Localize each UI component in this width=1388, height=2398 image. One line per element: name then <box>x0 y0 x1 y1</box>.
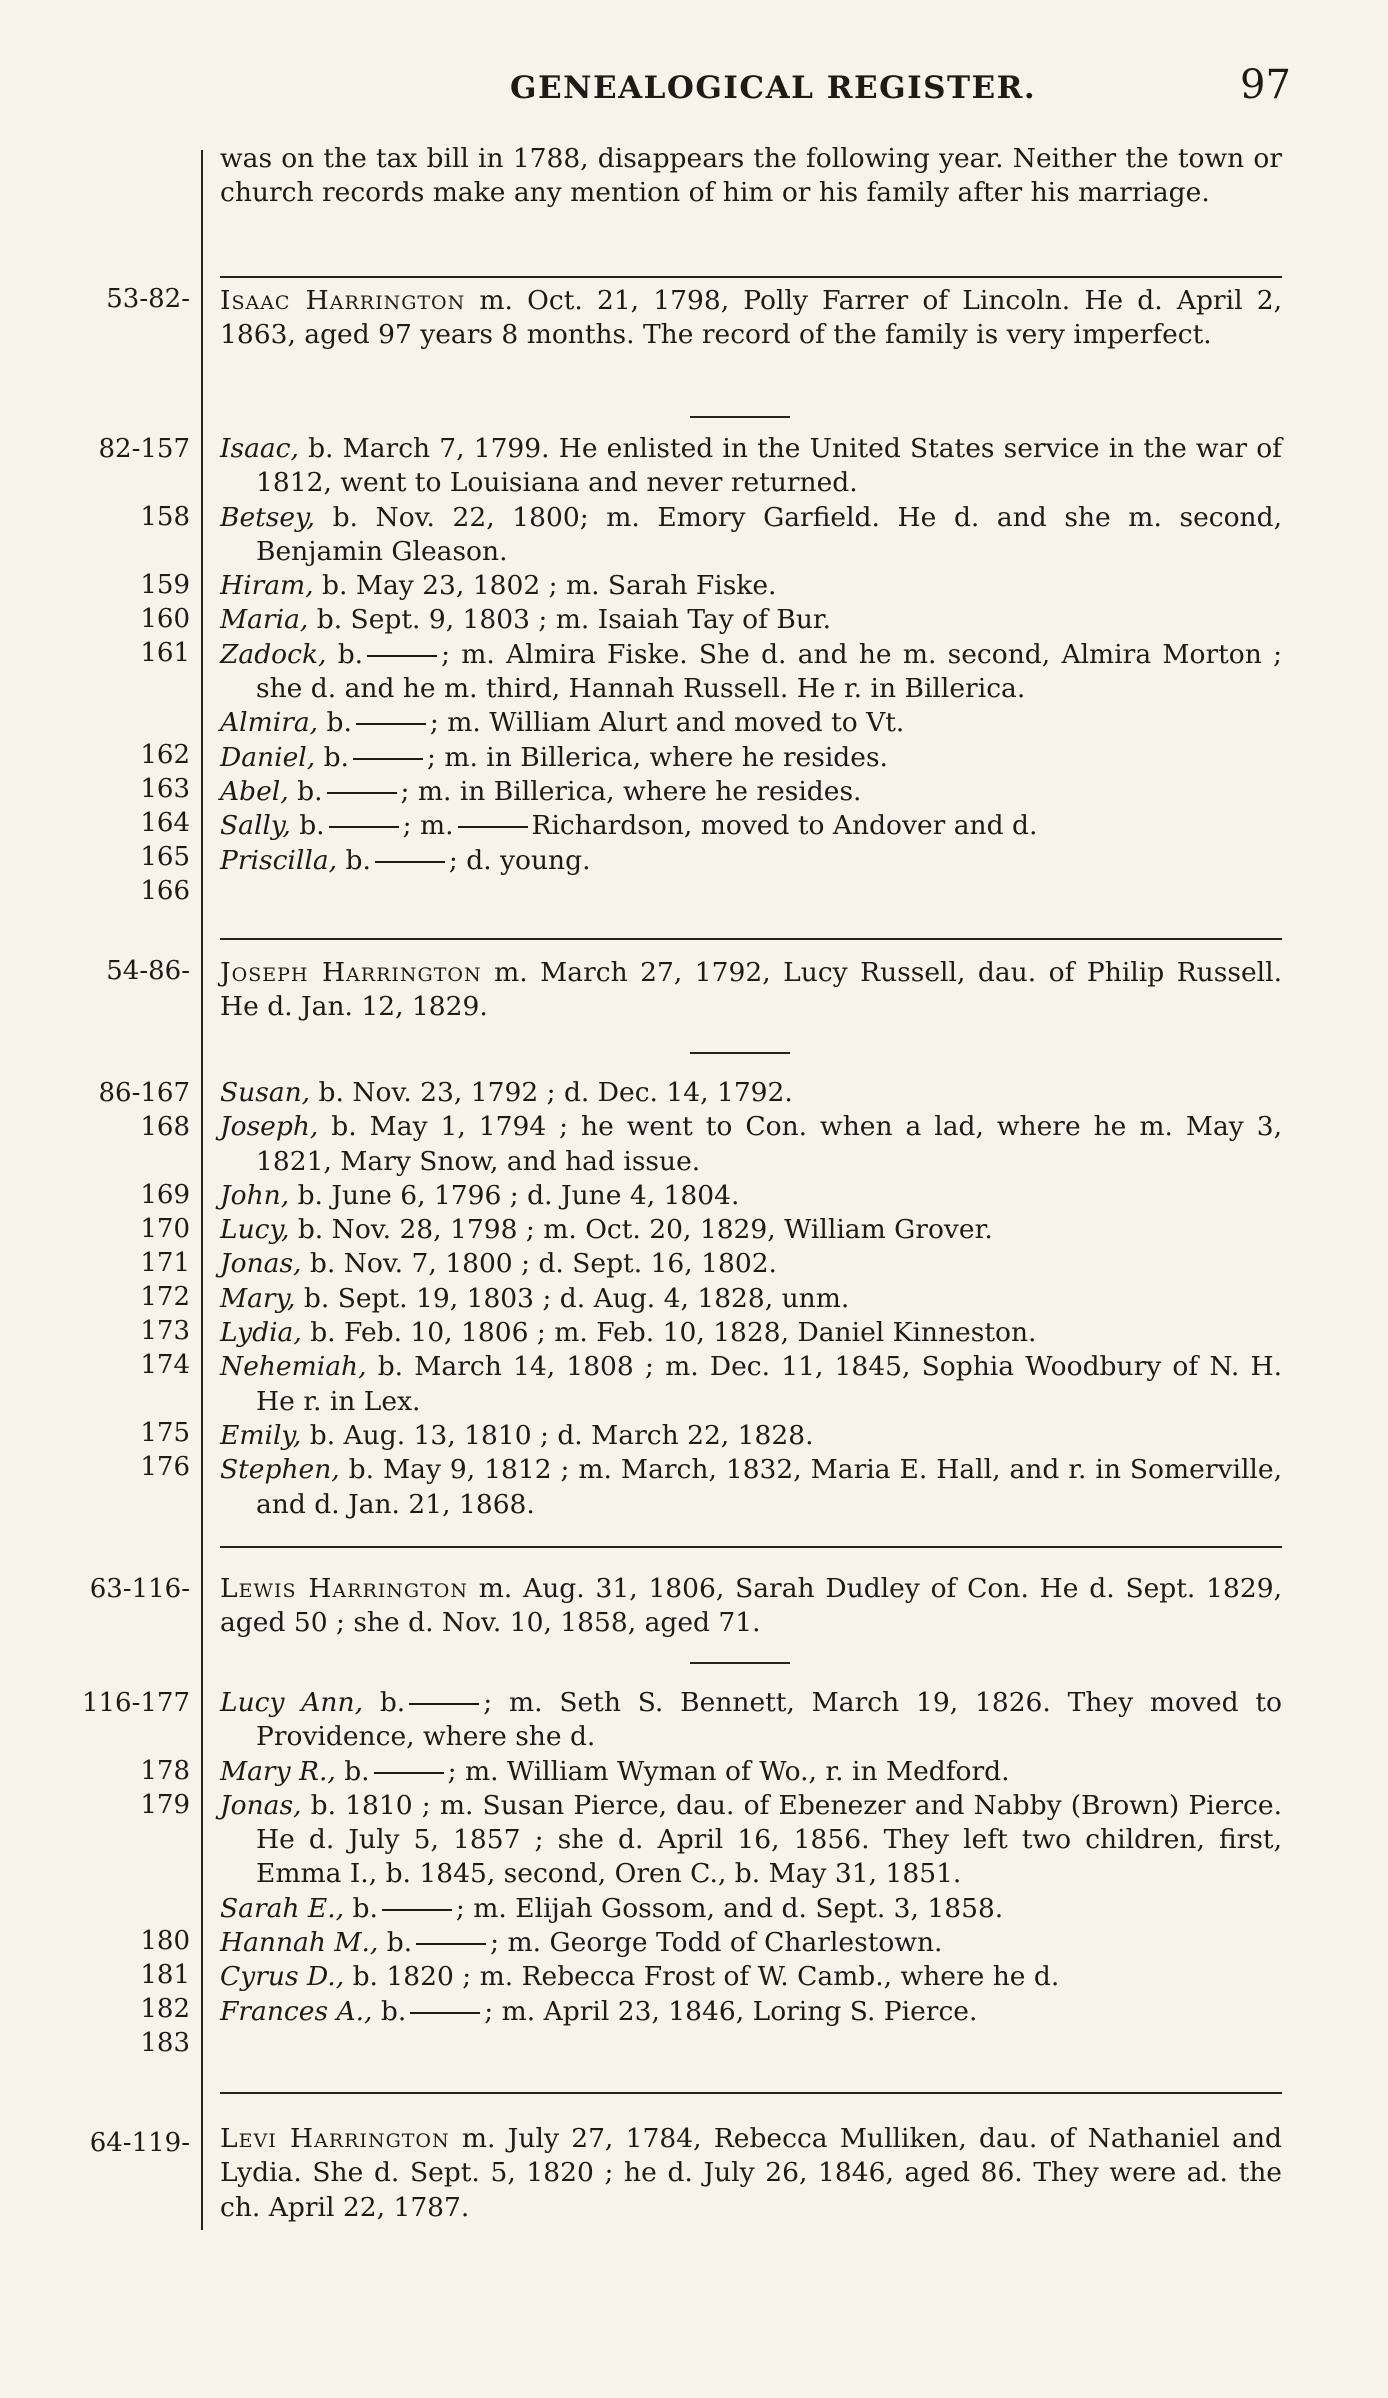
list-item: Mary R., b. ; m. William Wyman of Wo., r. in Medford. <box>220 1755 1010 1787</box>
children-list <box>220 1076 1282 1522</box>
blank-dash <box>409 1703 479 1705</box>
family-head-paragraph: Levi Harrington m. July 27, 1784, Rebecca Mulliken, dau. of Nathaniel and Lydia. She d. Sept. 5, 1820 ; he d. July 26, 1846, aged 86. They were ad. the ch. April 22, 1787. <box>220 2123 1282 2223</box>
list-item: Betsey, b. Nov. 22, 1800; m. Emory Garfield. He d. and she m. second, Benjamin Gleason. <box>220 501 1282 567</box>
list-item: John, b. June 6, 1796 ; d. June 4, 1804. <box>220 1179 740 1211</box>
head-name: Lewis Harrington <box>220 1573 468 1604</box>
page-number: 97 <box>1240 62 1291 108</box>
short-rule <box>690 416 790 418</box>
list-item: Abel, b. ; m. in Billerica, where he resides. <box>220 775 862 807</box>
list-item: Jonas, b. Nov. 7, 1800 ; d. Sept. 16, 1802. <box>220 1248 777 1280</box>
blank-dash <box>375 861 445 863</box>
blank-dash <box>458 826 528 828</box>
head-name: Levi Harrington <box>220 2123 450 2154</box>
blank-dash <box>356 723 426 725</box>
blank-dash <box>382 1909 452 1911</box>
column-rule <box>201 150 203 2230</box>
family-head <box>220 1572 1282 1641</box>
intro-paragraph: was on the tax bill in 1788, disappears the following year. Neither the town or church records make any mention of him or his family after his marriage. <box>220 143 1282 209</box>
family-head <box>220 956 1282 1025</box>
family-head <box>220 284 1282 353</box>
list-item: Zadock, b. ; m. Almira Fiske. She d. and he m. second, Almira Morton ; she d. and he m. third, Hannah Russell. He r. in Billerica. <box>220 638 1282 705</box>
list-item: Joseph, b. May 1, 1794 ; he went to Con. when a lad, where he m. May 3, 1821, Mary Snow, and had issue. <box>220 1111 1282 1177</box>
children-list <box>220 432 1282 878</box>
list-item: Sarah E., b. ; m. Elijah Gossom, and d. Sept. 3, 1858. <box>220 1892 1004 1924</box>
list-item: Almira, b. ; m. William Alurt and moved to Vt. <box>220 707 905 739</box>
list-item: Mary, b. Sept. 19, 1803 ; d. Aug. 4, 1828, unm. <box>220 1282 850 1314</box>
list-item: Hiram, b. May 23, 1802 ; m. Sarah Fiske. <box>220 570 777 602</box>
blank-dash <box>374 1772 444 1774</box>
book-page: GENEALOGICAL REGISTER. 97 was on the tax bill in 1788, disappears the following year. Neither the town or church records make any mention of him or his family after his marriage. 53-82- Isaac Harrington m. Oct. 21, 1798, Polly Farrer of Lincoln. He d. April 2, 1863, aged 97 years 8 months. The record of the family is very imperfect. 82-157 158 159 160 161 162 163 164 165 166 Isaac, b. March 7, 1799. He enlisted in the United States service in the war of 1812, went to Louisiana and never returned. Betsey, b. Nov. 22, 1800; m. Emory Garfield. He d. and she m. second, Benjamin Gleason. Hiram, b. May 23, 1802 ; m. Sarah Fiske. Maria, b. Sept. 9, 1803 ; m. Isaiah Tay of Bur. Zadock, b. ; m. Almira Fiske. She d. and he m. second, Almira Morton ; she d. and he m. third, Hannah Russell. He r. in Billerica. Almira, b. ; m. William Alurt and moved to Vt. Daniel, b. ; m. in Billerica, where he resides. Abel, b. ; m. in Billerica, where he resides. Sally, b. ; m. Richardson, moved to Andover and d. Priscilla, b. ; d. young. 54-86- Joseph Harrington m. March 27, 1792, Lucy Russell, dau. of Philip Russell. He d. Jan. 12, 1829. 86-167 168 169 170 171 172 173 174 175 176 Susan, b. Nov. 23, 1792 ; d. Dec. 14, 1792. Joseph, b. May 1, 1794 ; he went to Con. when a lad, where he m. May 3, 1821, Mary Snow, and had issue. John, b. June 6, 1796 ; d. June 4, 1804. Lucy, b. Nov. 28, 1798 ; m. Oct. 20, 1829, William Grover. Jonas, b. Nov. 7, 1800 ; d. Sept. 16, 1802. Mary, b. Sept. 19, 1803 ; d. Aug. 4, 1828, unm. Lydia, b. Feb. 10, 1806 ; m. Feb. 10, 1828, Daniel Kinneston. Nehemiah, b. March 14, 1808 ; m. Dec. 11, 1845, Sophia Woodbury of N. H. He r. in Lex. Emily, b. Aug. 13, 1810 ; d. March 22, 1828. Stephen, b. May 9, 1812 ; m. March, 1832, Maria E. Hall, and r. in Somerville, and d. Jan. 21, 1868. 63-116- Lewis Harrington m. Aug. 31, 1806, Sarah Dudley of Con. He d. Sept. 1829, aged 50 ; she d. Nov. 10, 1858, aged 71. 116-177 178 179 180 181 182 183 Lucy Ann, b. ; m. Seth S. Bennett, March 19, 1826. They moved to Providence, where she d. Mary R., b. ; m. William Wyman of Wo., r. in Medford. Jonas, b. 1810 ; m. Susan Pierce, dau. of Ebenezer and Nabby (Brown) Pierce. He d. July 5, 1857 ; she d. April 16, 1856. They left two children, first, Emma I., b. 1845, second, Oren C., b. May 31, 1851. Sarah E., b. ; m. Elijah Gossom, and d. Sept. 3, 1858. Hannah M., b. ; m. George Todd of Charlestown. Cyrus D., b. 1820 ; m. Rebecca Frost of W. Camb., where he d. Frances A., b. ; m. April 23, 1846, Loring S. Pierce. 64-119- Levi Harrington m. July 27, 1784, Rebecca Mulliken, dau. of Nathaniel and Lydia. She d. Sept. 5, 1820 ; he d. July 26, 1846, aged 86. They were ad. the ch. April 22, 1787. <box>0 0 1388 2398</box>
list-item: Stephen, b. May 9, 1812 ; m. March, 1832, Maria E. Hall, and r. in Somerville, and d. Jan. 21, 1868. <box>220 1454 1282 1520</box>
list-item: Lydia, b. Feb. 10, 1806 ; m. Feb. 10, 1828, Daniel Kinneston. <box>220 1317 1037 1349</box>
children-list <box>220 1686 1282 2029</box>
running-title: GENEALOGICAL REGISTER. <box>510 70 1037 106</box>
list-item: Jonas, b. 1810 ; m. Susan Pierce, dau. of Ebenezer and Nabby (Brown) Pierce. He d. July 5, 1857 ; she d. April 16, 1856. They left two children, first, Emma I., b. 1845, second, Oren C., b. May 31, 1851. <box>220 1789 1282 1890</box>
list-item: Sally, b. ; m. Richardson, moved to Andover and d. <box>220 810 1038 842</box>
list-item: Susan, b. Nov. 23, 1792 ; d. Dec. 14, 1792. <box>220 1077 793 1108</box>
blank-dash <box>367 655 437 657</box>
list-item: Maria, b. Sept. 9, 1803 ; m. Isaiah Tay of Bur. <box>220 604 832 636</box>
intro-block <box>220 142 1282 211</box>
list-item: Cyrus D., b. 1820 ; m. Rebecca Frost of W. Camb., where he d. <box>220 1961 1060 1993</box>
head-name: Joseph Harrington <box>220 957 482 988</box>
short-rule <box>690 1052 790 1054</box>
family-head <box>220 2122 1282 2225</box>
list-item: Priscilla, b. ; d. young. <box>220 844 591 876</box>
family-head-paragraph: Joseph Harrington m. March 27, 1792, Lucy Russell, dau. of Philip Russell. He d. Jan. 12, 1829. <box>220 957 1282 1023</box>
section-rule <box>220 1546 1282 1548</box>
blank-dash <box>327 792 397 794</box>
blank-dash <box>329 826 399 828</box>
list-item: Lucy Ann, b. ; m. Seth S. Bennett, March 19, 1826. They moved to Providence, where she d. <box>220 1687 1282 1753</box>
head-name: Isaac Harrington <box>220 285 466 316</box>
list-item: Nehemiah, b. March 14, 1808 ; m. Dec. 11, 1845, Sophia Woodbury of N. H. He r. in Lex. <box>220 1351 1282 1417</box>
blank-dash <box>353 758 423 760</box>
short-rule <box>690 1662 790 1664</box>
family-head-paragraph: Lewis Harrington m. Aug. 31, 1806, Sarah Dudley of Con. He d. Sept. 1829, aged 50 ; she d. Nov. 10, 1858, aged 71. <box>220 1573 1282 1639</box>
page-header <box>0 62 1388 122</box>
list-item: Isaac, b. March 7, 1799. He enlisted in the United States service in the war of 1812, went to Louisiana and never returned. <box>220 433 1282 499</box>
list-item: Frances A., b. ; m. April 23, 1846, Loring S. Pierce. <box>220 1995 978 2027</box>
section-rule <box>220 276 1282 278</box>
list-item: Hannah M., b. ; m. George Todd of Charlestown. <box>220 1927 943 1959</box>
list-item: Lucy, b. Nov. 28, 1798 ; m. Oct. 20, 1829, William Grover. <box>220 1214 993 1246</box>
family-head-paragraph: Isaac Harrington m. Oct. 21, 1798, Polly Farrer of Lincoln. He d. April 2, 1863, aged 97 years 8 months. The record of the family is very imperfect. <box>220 285 1283 351</box>
section-rule <box>220 2092 1282 2094</box>
list-item: Daniel, b. ; m. in Billerica, where he resides. <box>220 741 888 773</box>
blank-dash <box>416 1943 486 1945</box>
section-rule <box>220 938 1282 940</box>
list-item: Emily, b. Aug. 13, 1810 ; d. March 22, 1828. <box>220 1419 814 1451</box>
blank-dash <box>410 2012 480 2014</box>
